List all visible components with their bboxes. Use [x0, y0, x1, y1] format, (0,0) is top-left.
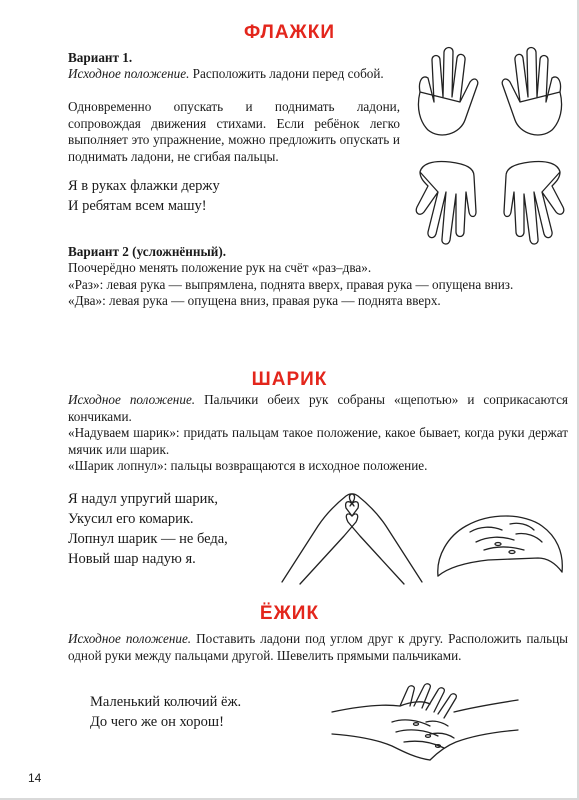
flags-variant1-heading: Вариант 1.: [68, 50, 133, 65]
poem-line: Лопнул шарик — не беда,: [68, 531, 228, 547]
poem-line: Я в руках флажки держу: [68, 178, 220, 194]
balloon-hands-illustration: [280, 486, 570, 586]
hedgehog-start-italic: Исходное положение.: [68, 631, 192, 646]
balloon-line2: «Надуваем шарик»: придать пальцам такое положение, какое бывает, когда руки держат мячик или шарик.: [68, 425, 568, 457]
flags-v2-line: «Два»: левая рука — опущена вниз, правая рука — поднята вверх.: [68, 293, 441, 308]
balloon-line3: «Шарик лопнул»: пальцы возвращаются в исходное положение.: [68, 458, 428, 473]
balloon-start-italic: Исходное положение.: [68, 392, 196, 407]
flags-v2-line: «Раз»: левая рука — выпрямлена, поднята вверх, правая рука — опущена вниз.: [68, 276, 514, 292]
flags-title: ФЛАЖКИ: [244, 22, 335, 43]
flags-v1-start-text: Расположить ладони перед собой.: [189, 66, 384, 81]
poem-line: Маленький колючий ёж.: [90, 694, 242, 710]
hedgehog-title: ЁЖИК: [259, 603, 320, 624]
flags-variant2-heading: Вариант 2 (усложнённый).: [68, 244, 227, 259]
flags-v2-text: [68, 260, 568, 310]
balloon-start: [68, 392, 568, 425]
flags-hands-illustration: [410, 42, 570, 257]
balloon-poem: [68, 489, 228, 569]
balloon-title: ШАРИК: [251, 369, 328, 390]
poem-line: Я надул упругий шарик,: [68, 491, 219, 507]
hedgehog-start-text: Поставить ладони под углом друг к другу. Расположить пальцы одной руки между пальцами другой. Шевелить прямыми пальчиками.: [68, 631, 568, 663]
hedgehog-poem: [90, 692, 241, 732]
hedgehog-hands-illustration: [330, 682, 520, 767]
hedgehog-start: [68, 631, 568, 664]
flags-v1-paragraph: Одновременно опускать и поднимать ладони, сопровождая движения стихами. Если ребёнок легко выполняет это упражнение, можно предложить опускать и поднимать ладони, не сгибая пальцы.: [68, 99, 400, 164]
flags-v1-start-italic: Исходное положение.: [68, 66, 190, 81]
balloon-start-text: Пальчики обеих рук собраны «щепотью» и соприкасаются кончиками.: [68, 392, 568, 424]
flags-v2-line: Поочерёдно менять положение рук на счёт «раз–два».: [68, 260, 372, 275]
poem-line: И ребятам всем машу!: [68, 198, 207, 214]
poem-line: Укусил его комарик.: [68, 511, 194, 527]
poem-line: До чего же он хорош!: [90, 714, 224, 730]
flags-poem: [68, 176, 220, 216]
poem-line: Новый шар надую я.: [68, 551, 196, 567]
flags-v1-start: [68, 66, 400, 83]
page-number: 14: [28, 771, 42, 785]
